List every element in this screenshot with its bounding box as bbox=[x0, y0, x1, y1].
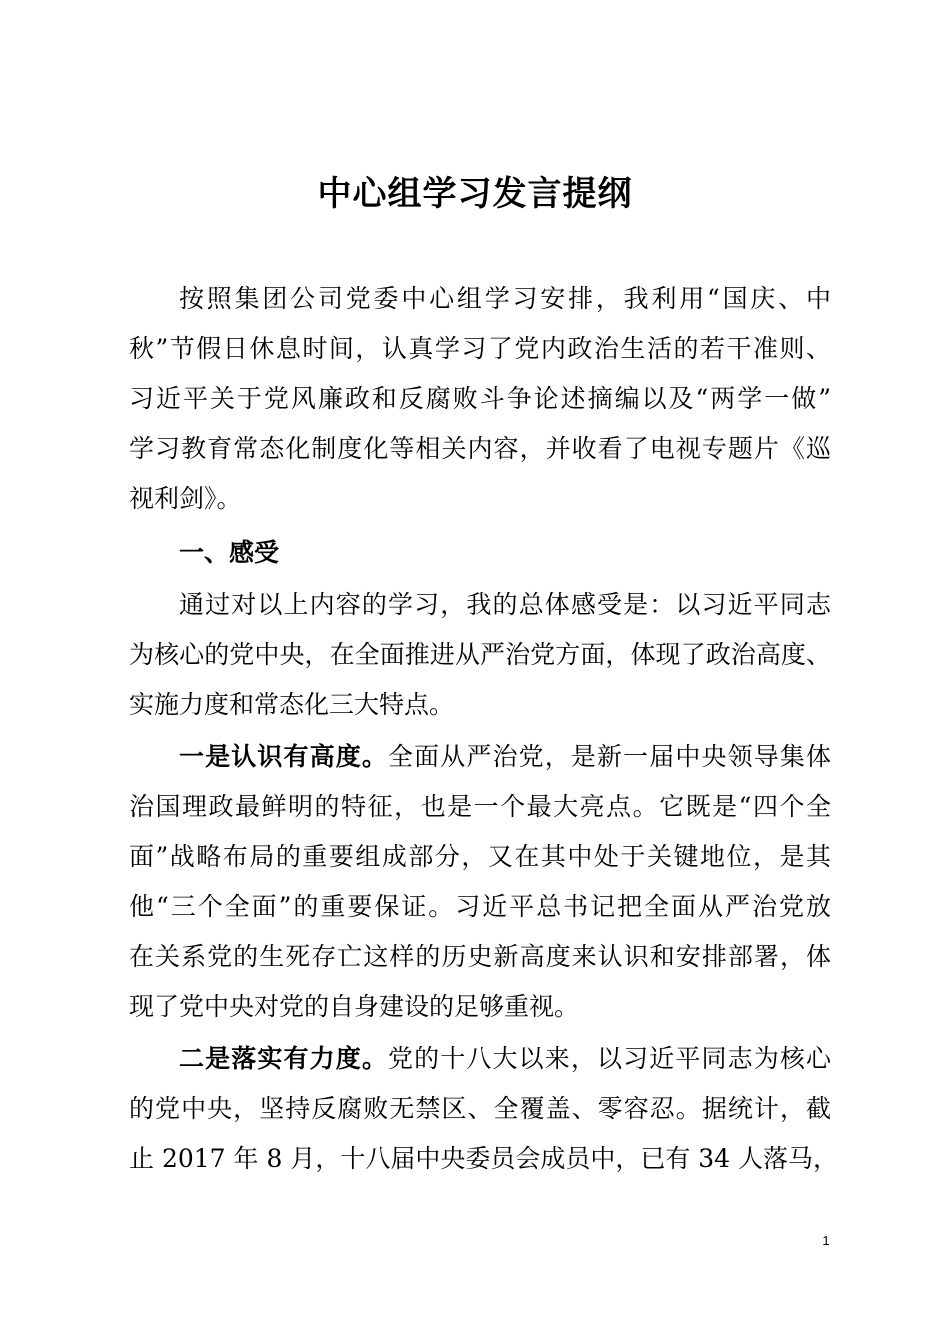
point1-first-rest: 全面从严治党，是新一届中央领导集体 bbox=[388, 742, 831, 771]
point2-first-rest: 党的十八大以来，以习近平同志为核心 bbox=[388, 1044, 831, 1073]
section1-line-3: 实施力度和常态化三大特点。 bbox=[129, 690, 455, 719]
intro-line-1: 按照集团公司党委中心组学习安排，我利用“国庆、中 bbox=[179, 284, 831, 313]
point1-lead: 一是认识有高度。 bbox=[179, 742, 388, 771]
point1-line-5: 在关系党的生死存亡这样的历史新高度来认识和安排部署，体 bbox=[129, 942, 831, 971]
point1-line-6: 现了党中央对党的自身建设的足够重视。 bbox=[129, 992, 580, 1021]
section1-line-2: 为核心的党中央，在全面推进从严治党方面，体现了政治高度、 bbox=[129, 640, 831, 669]
point1-line-3: 面”战略布局的重要组成部分，又在其中处于关键地位，是其 bbox=[129, 842, 831, 871]
point2-line-3: 止 2017 年 8 月，十八届中央委员会成员中，已有 34 人落马， bbox=[129, 1144, 839, 1173]
point2-line-1 bbox=[179, 1039, 831, 1079]
point2-lead: 二是落实有力度。 bbox=[179, 1044, 388, 1073]
intro-line-4: 学习教育常态化制度化等相关内容，并收看了电视专题片《巡 bbox=[129, 434, 831, 463]
section1-line-1: 通过对以上内容的学习，我的总体感受是：以习近平同志 bbox=[179, 590, 831, 619]
point1-line-4: 他“三个全面”的重要保证。习近平总书记把全面从严治党放 bbox=[129, 892, 831, 921]
intro-line-3: 习近平关于党风廉政和反腐败斗争论述摘编以及“两学一做” bbox=[129, 384, 831, 413]
intro-line-5: 视利剑》。 bbox=[129, 484, 242, 513]
document-title: 中心组学习发言提纲 bbox=[317, 174, 633, 214]
point1-line-1 bbox=[179, 737, 831, 777]
section-heading-feelings: 一、感受 bbox=[179, 538, 280, 567]
point2-line-2: 的党中央，坚持反腐败无禁区、全覆盖、零容忍。据统计，截 bbox=[129, 1094, 831, 1123]
point1-line-2: 治国理政最鲜明的特征，也是一个最大亮点。它既是“四个全 bbox=[129, 792, 831, 821]
intro-line-2: 秋”节假日休息时间，认真学习了党内政治生活的若干准则、 bbox=[129, 334, 831, 363]
page-number: 1 bbox=[822, 1233, 830, 1248]
